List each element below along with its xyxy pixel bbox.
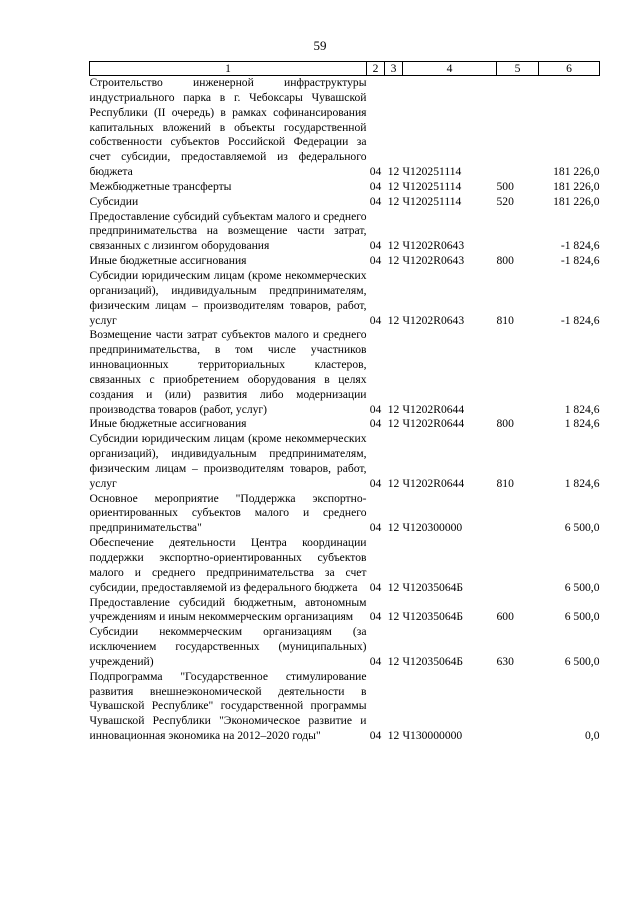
- row-name: Субсидии юридическим лицам (кроме некоммерческих организаций), индивидуальным предпринимателям, физическим лицам – производителям товаров, работ, услуг: [89, 268, 367, 327]
- row-expense-type: 520: [496, 194, 514, 208]
- row-name: Предоставление субсидий субъектам малого и среднего предпринимательства на возмещение части затрат, связанных с лизингом оборудования: [89, 209, 367, 253]
- table-row: [90, 536, 600, 595]
- row-expense-type: 600: [496, 610, 514, 624]
- column-header: 4: [403, 62, 497, 76]
- row-section: 04: [369, 239, 382, 253]
- row-name: Субсидии некоммерческим организациям (за исключением государственных (муниципальных) учреждений): [89, 625, 367, 668]
- row-subsection: 12: [387, 179, 400, 193]
- row-name: Иные бюджетные ассигнования: [89, 417, 247, 431]
- row-target-code: Ч12035064Б: [402, 654, 464, 668]
- table-row: [90, 492, 600, 537]
- row-subsection: 12: [387, 476, 400, 490]
- table-row: [90, 269, 600, 328]
- row-amount: 181 226,0: [553, 194, 600, 208]
- row-section: 04: [369, 179, 382, 193]
- table-row: [90, 180, 600, 195]
- row-target-code: Ч130000000: [402, 729, 463, 743]
- row-subsection: 12: [387, 239, 400, 253]
- row-section: 04: [369, 417, 382, 431]
- row-subsection: 12: [387, 194, 400, 208]
- column-header: 6: [539, 62, 600, 76]
- row-target-code: Ч1202R0643: [402, 313, 465, 327]
- row-expense-type: [497, 210, 539, 255]
- row-section: 04: [369, 580, 382, 594]
- row-target-code: Ч1202R0643: [402, 239, 465, 253]
- row-expense-type: [497, 536, 539, 595]
- row-amount: 1 824,6: [564, 476, 600, 490]
- row-target-code: Ч1202R0644: [402, 402, 465, 416]
- row-name: Обеспечение деятельности Центра координации поддержки экспортно-ориентированных субъектов малого и среднего предпринимательства за счет субсидии, предоставляемой из федерального бюджета: [89, 536, 367, 594]
- row-expense-type: 500: [496, 179, 514, 193]
- row-name: Предоставление субсидий бюджетным, автономным учреждениям и иным некоммерческим организациям: [89, 595, 367, 624]
- row-name: Субсидии: [89, 194, 139, 208]
- row-target-code: Ч1202R0644: [402, 476, 465, 490]
- table-row: [90, 625, 600, 670]
- row-amount: -1 824,6: [560, 254, 600, 268]
- table-row: [90, 417, 600, 432]
- budget-table: [89, 61, 600, 744]
- column-header: 2: [367, 62, 385, 76]
- header-row: [90, 62, 600, 76]
- row-subsection: 12: [387, 654, 400, 668]
- row-section: 04: [369, 729, 382, 743]
- row-section: 04: [369, 165, 382, 179]
- row-target-code: Ч1202R0643: [402, 254, 465, 268]
- row-name: Подпрограмма "Государственное стимулирование развития внешнеэкономической деятельности в Чувашской Республике" государственной программы Чувашской Республики "Экономическое развитие и инновационная экономика на 2012–2020 годы": [89, 669, 367, 743]
- column-header: 3: [385, 62, 403, 76]
- table-row: [90, 328, 600, 417]
- table-row: [90, 195, 600, 210]
- row-amount: 181 226,0: [553, 179, 600, 193]
- table-row: [90, 254, 600, 269]
- row-name: Возмещение части затрат субъектов малого и среднего предпринимательства, в том числе участников инновационных территориальных кластеров, связанных с приобретением оборудования в целях создания и (или) развития либо модернизации производства товаров (работ, услуг): [89, 328, 367, 416]
- row-amount: 6 500,0: [564, 654, 600, 668]
- row-expense-type: 800: [496, 417, 514, 431]
- row-target-code: Ч12035064Б: [402, 610, 464, 624]
- row-name: Иные бюджетные ассигнования: [89, 254, 247, 268]
- row-amount: 6 500,0: [564, 580, 600, 594]
- row-expense-type: 800: [496, 254, 514, 268]
- row-subsection: 12: [387, 402, 400, 416]
- column-header: 1: [90, 62, 367, 76]
- row-expense-type: [497, 76, 539, 180]
- row-section: 04: [369, 402, 382, 416]
- row-section: 04: [369, 610, 382, 624]
- table-row: [90, 670, 600, 744]
- row-expense-type: [497, 492, 539, 537]
- row-amount: -1 824,6: [560, 313, 600, 327]
- row-amount: 1 824,6: [564, 417, 600, 431]
- table-row: [90, 76, 600, 180]
- row-target-code: Ч1202R0644: [402, 417, 465, 431]
- row-amount: 6 500,0: [564, 610, 600, 624]
- row-target-code: Ч120251114: [402, 194, 462, 208]
- row-target-code: Ч120251114: [402, 165, 462, 179]
- row-name: Субсидии юридическим лицам (кроме некоммерческих организаций), индивидуальным предпринимателям, физическим лицам – производителям товаров, работ, услуг: [89, 432, 367, 490]
- row-target-code: Ч12035064Б: [402, 580, 464, 594]
- row-subsection: 12: [387, 165, 400, 179]
- row-amount: 6 500,0: [564, 521, 600, 535]
- column-header: 5: [497, 62, 539, 76]
- table-row: [90, 432, 600, 491]
- row-subsection: 12: [387, 580, 400, 594]
- row-amount: -1 824,6: [560, 239, 600, 253]
- page-number: 59: [313, 38, 327, 53]
- row-section: 04: [369, 313, 382, 327]
- row-subsection: 12: [387, 254, 400, 268]
- row-subsection: 12: [387, 313, 400, 327]
- row-subsection: 12: [387, 729, 400, 743]
- table-row: [90, 596, 600, 626]
- row-section: 04: [369, 476, 382, 490]
- row-subsection: 12: [387, 610, 400, 624]
- row-target-code: Ч120300000: [402, 521, 463, 535]
- table-row: [90, 210, 600, 255]
- row-expense-type: 630: [496, 654, 514, 668]
- row-amount: 0,0: [585, 729, 600, 743]
- row-subsection: 12: [387, 417, 400, 431]
- row-amount: 1 824,6: [564, 402, 600, 416]
- row-amount: 181 226,0: [553, 165, 600, 179]
- row-name: Строительство инженерной инфраструктуры индустриального парка в г. Чебоксары Чувашской Республики (II очередь) в рамках софинансирования капитальных вложений в объекты государственной собственности субъектов Российской Федерации за счет субсидии, предоставляемой из федерального бюджета: [89, 76, 367, 179]
- row-expense-type: 810: [496, 476, 514, 490]
- row-expense-type: 810: [496, 313, 514, 327]
- row-target-code: Ч120251114: [402, 179, 462, 193]
- row-section: 04: [369, 194, 382, 208]
- row-expense-type: [497, 328, 539, 417]
- row-section: 04: [369, 521, 382, 535]
- row-expense-type: [497, 670, 539, 744]
- row-subsection: 12: [387, 521, 400, 535]
- row-name: Основное мероприятие "Поддержка экспортно-ориентированных субъектов малого и среднего предпринимательства": [89, 491, 367, 535]
- row-name: Межбюджетные трансферты: [89, 179, 232, 193]
- row-section: 04: [369, 254, 382, 268]
- row-section: 04: [369, 654, 382, 668]
